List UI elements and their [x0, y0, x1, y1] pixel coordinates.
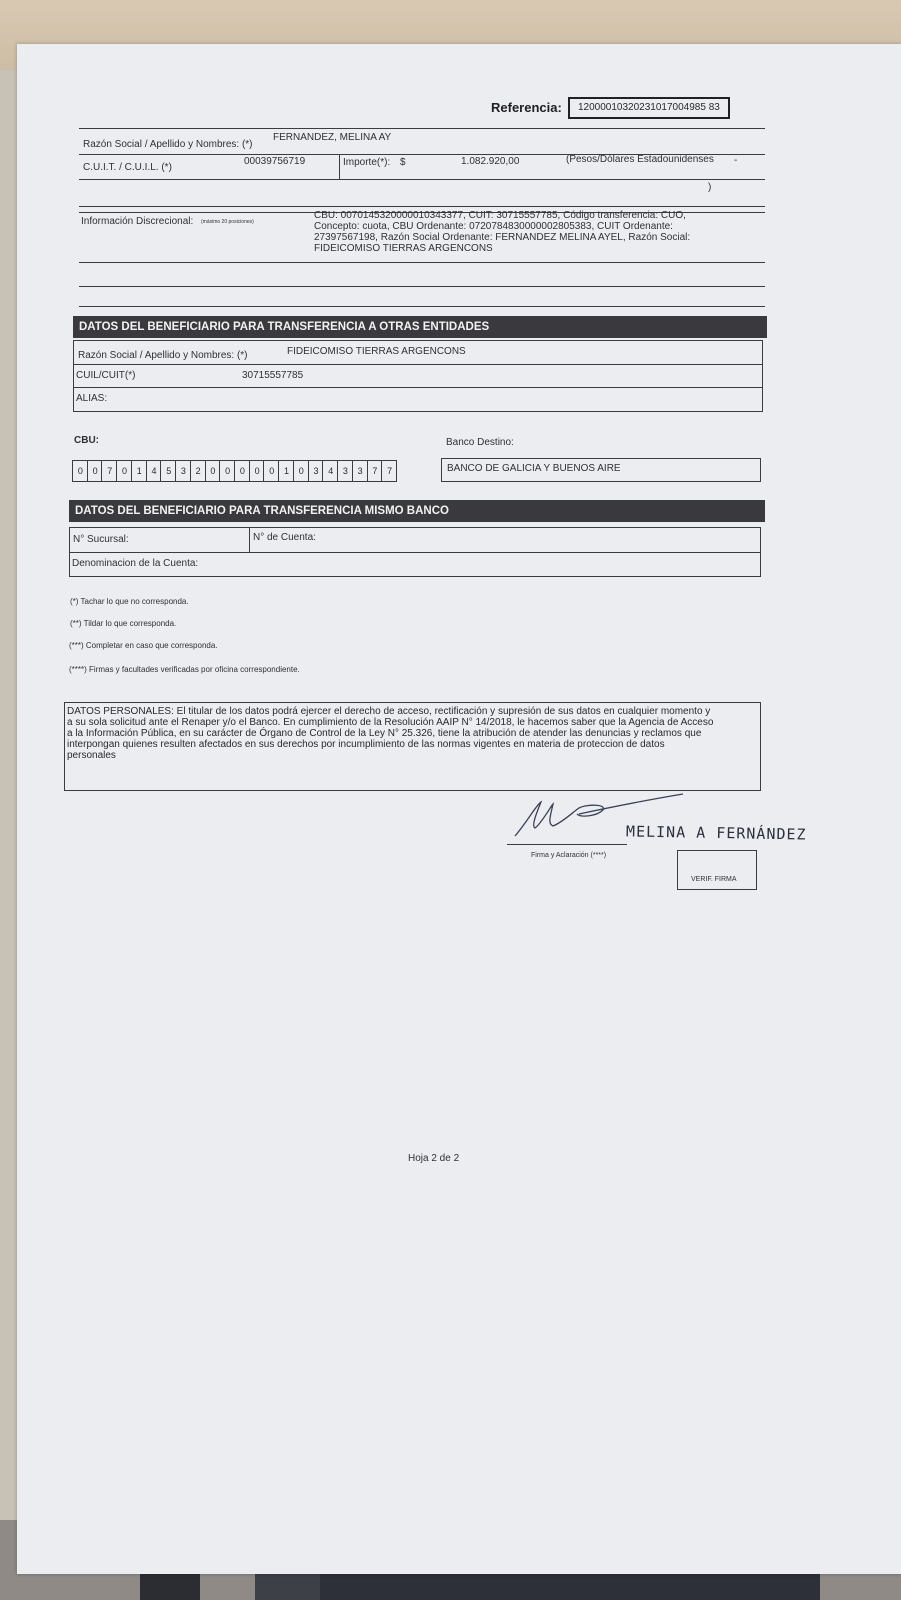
- datos-personales-line: DATOS PERSONALES: El titular de los datos podrá ejercer el derecho de acceso, rectificación y supresión de sus datos en cualquier momento y: [67, 706, 711, 717]
- razon-social-label: Razón Social / Apellido y Nombres: (*): [83, 139, 253, 150]
- form-line: [79, 306, 765, 307]
- form-line: [79, 128, 765, 129]
- razon-social-value: FERNANDEZ, MELINA AY: [273, 132, 392, 143]
- banco-destino-label: Banco Destino:: [446, 437, 514, 448]
- cbu-digit: 0: [234, 461, 250, 481]
- cbu-digit: 1: [131, 461, 147, 481]
- beneficiario-razon-label: Razón Social / Apellido y Nombres: (*): [78, 350, 248, 361]
- cuenta-label: N° de Cuenta:: [253, 532, 316, 543]
- form-line: [79, 286, 765, 287]
- document-page: [17, 44, 901, 1574]
- form-line: [79, 206, 765, 207]
- info-line: Concepto: cuota, CBU Ordenante: 0720784830000002805383, CUIT Ordenante:: [314, 221, 673, 232]
- form-line: [79, 262, 765, 263]
- info-discrecional-hint: (máximo 20 posiciones): [201, 219, 254, 225]
- sucursal-label: N° Sucursal:: [73, 534, 129, 545]
- cbu-digit: 3: [337, 461, 353, 481]
- cuit-label: C.U.I.T. / C.U.I.L. (*): [83, 162, 172, 173]
- cbu-digit: 5: [160, 461, 176, 481]
- footnote: (***) Completar en caso que corresponda.: [69, 641, 218, 650]
- datos-personales-line: personales: [67, 750, 116, 761]
- section-header-otras-entidades: DATOS DEL BENEFICIARIO PARA TRANSFERENCIA A OTRAS ENTIDADES: [73, 316, 767, 338]
- currency-dot: -: [734, 155, 738, 166]
- footnote: (****) Firmas y facultades verificadas por oficina correspondiente.: [69, 665, 300, 674]
- cbu-digit: 3: [352, 461, 368, 481]
- cbu-digit: 2: [190, 461, 206, 481]
- currency-symbol: $: [400, 157, 406, 168]
- cbu-digit: 0: [87, 461, 103, 481]
- cbu-label: CBU:: [74, 435, 99, 446]
- cbu-digit: 7: [381, 461, 397, 481]
- footnote: (**) Tildar lo que corresponda.: [70, 619, 177, 628]
- form-line: [79, 179, 765, 180]
- beneficiario-razon-value: FIDEICOMISO TIERRAS ARGENCONS: [287, 346, 466, 357]
- info-discrecional-label: Información Discrecional:: [81, 216, 194, 227]
- form-line: [73, 364, 762, 365]
- page-number: Hoja 2 de 2: [408, 1153, 460, 1164]
- datos-personales-line: a la Información Pública, en su carácter de Órgano de Control de la Ley N° 25.326, tiene la atribución de atender las denuncias y reclamos que: [67, 728, 702, 739]
- cbu-digit: 0: [263, 461, 279, 481]
- cuit-value: 00039756719: [244, 156, 306, 167]
- cbu-digit: 4: [322, 461, 338, 481]
- cbu-digit: 0: [116, 461, 132, 481]
- form-divider: [249, 527, 250, 552]
- importe-label: Importe(*):: [343, 157, 391, 168]
- reference-label: Referencia:: [491, 100, 562, 115]
- cbu-digit: 0: [205, 461, 221, 481]
- form-line: [73, 387, 762, 388]
- cbu-digit: 3: [308, 461, 324, 481]
- section-header-mismo-banco: DATOS DEL BENEFICIARIO PARA TRANSFERENCIA MISMO BANCO: [69, 500, 765, 522]
- form-divider: [339, 154, 340, 180]
- footnote: (*) Tachar lo que no corresponda.: [70, 597, 189, 606]
- info-line: CBU: 0070145320000010343377, CUIT: 30715557785, Código transferencia: CUO,: [314, 210, 686, 221]
- importe-value: 1.082.920,00: [461, 156, 520, 167]
- cuil-value: 30715557785: [242, 370, 304, 381]
- cbu-digit: 0: [219, 461, 235, 481]
- form-line: [69, 552, 760, 553]
- cuil-label: CUIL/CUIT(*): [76, 370, 136, 381]
- banco-destino-value: BANCO DE GALICIA Y BUENOS AIRE: [447, 463, 621, 474]
- cbu-digit: 0: [293, 461, 309, 481]
- cbu-digit: 0: [249, 461, 265, 481]
- currency-text: (Pesos/Dólares Estadounidenses: [566, 154, 714, 165]
- verif-firma-label: VERIF. FIRMA: [691, 876, 737, 883]
- currency-close: ): [708, 182, 712, 193]
- verif-firma-box: [677, 850, 757, 890]
- alias-label: ALIAS:: [76, 393, 108, 404]
- denominacion-label: Denominacion de la Cuenta:: [72, 558, 199, 569]
- firma-aclaracion-label: Firma y Aclaración (****): [531, 852, 607, 859]
- reference-number: 12000010320231017004985 83: [568, 97, 730, 119]
- cbu-digit-boxes: [72, 460, 397, 482]
- cbu-digit: 1: [278, 461, 294, 481]
- info-line: FIDEICOMISO TIERRAS ARGENCONS: [314, 243, 493, 254]
- cbu-digit: 4: [146, 461, 162, 481]
- datos-personales-text: [67, 706, 759, 761]
- datos-personales-line: a su sola solicitud ante el Renaper y/o el Banco. En cumplimiento de la Resolución AAIP N° 14/2018, le hacemos saber que la Agencia de Acceso: [67, 717, 714, 728]
- cbu-digit: 7: [367, 461, 383, 481]
- info-line: 27397567198, Razón Social Ordenante: FERNANDEZ MELINA AYEL, Razón Social:: [314, 232, 691, 243]
- datos-personales-line: interpongan quienes resulten afectados en sus derechos por incumplimiento de las normas vigentes en materia de proteccion de datos: [67, 739, 665, 750]
- handwritten-name: MELINA A FERNÁNDEZ: [625, 822, 807, 844]
- signature-line: [507, 844, 627, 845]
- cbu-digit: 0: [72, 461, 88, 481]
- cbu-digit: 7: [101, 461, 117, 481]
- cbu-digit: 3: [175, 461, 191, 481]
